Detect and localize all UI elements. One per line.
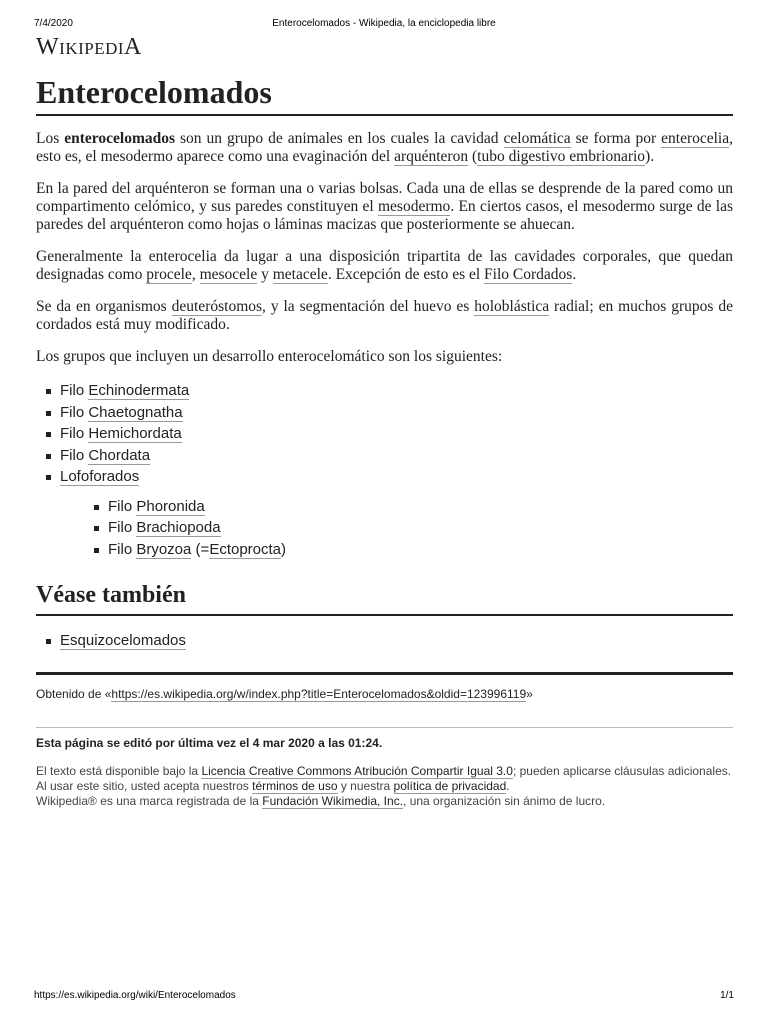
footer-rule [36,727,733,728]
paragraph-3: Generalmente la enterocelia da lugar a una disposición tripartita de las cavidades corporales, que quedan designadas como procele, mesocele y metacele. Excepción de esto es el Filo Cordados. [36,248,733,283]
link-enterocelia[interactable]: enterocelia [661,130,730,147]
link-wikimedia[interactable]: Fundación Wikimedia, Inc. [262,793,404,808]
list-item: Filo Brachiopoda [108,517,733,539]
link-tubo-digestivo[interactable]: tubo digestivo embrionario [477,148,646,165]
link-chordata[interactable]: Chordata [88,446,151,464]
retrieved-from: Obtenido de «https://es.wikipedia.org/w/index.php?title=Enterocelomados&oldid=123996119» [36,686,533,701]
print-url: https://es.wikipedia.org/wiki/Enterocelomados [34,990,236,1001]
link-arquenteron[interactable]: arquénteron [394,148,469,165]
link-hemichordata[interactable]: Hemichordata [88,425,182,442]
paragraph-2: En la pared del arquénteron se forman una o varias bolsas. Cada una de ellas se desprende de la pared como un compartimento celómico, y sus paredes constituyen el mesodermo. En ciertos casos, el mesodermo surge de las paredes del arquénteron como hojas o láminas macizas que posteriormente se ahuecan. [36,180,734,233]
link-esquizocelomados[interactable]: Esquizocelomados [60,632,186,649]
last-edited: Esta página se editó por última vez el 4 mar 2020 a las 01:24. [36,735,383,750]
link-bryozoa[interactable]: Bryozoa [136,540,192,558]
link-metacele[interactable]: metacele [272,266,328,283]
permanent-link[interactable]: https://es.wikipedia.org/w/index.php?title=Enterocelomados&oldid=123996119 [111,686,527,701]
page-count: 1/1 [720,990,734,1001]
link-holoblastica[interactable]: holoblástica [474,298,550,315]
link-phoronida[interactable]: Phoronida [136,497,205,515]
print-title: Enterocelomados - Wikipedia, la enciclopedia libre [272,18,496,29]
link-terms[interactable]: términos de uso [252,778,338,793]
print-header [34,18,734,32]
link-license[interactable]: Licencia Creative Commons Atribución Compartir Igual 3.0 [201,763,513,778]
link-privacy[interactable]: política de privacidad [393,778,507,793]
groups-list [36,380,733,560]
license-text: El texto está disponible bajo la Licencia Creative Commons Atribución Compartir Igual 3.0; pueden aplicarse cláusulas adicionales. Al usar este sitio, usted acepta nuestros términos de uso y nuestra política de privacidad. Wikipedia® es una marca registrada de la Fundación Wikimedia, Inc., una organización sin ánimo de lucro. [36,763,732,808]
see-also-heading: Véase también [36,580,733,616]
link-lofoforados[interactable]: Lofoforados [60,468,140,485]
link-brachiopoda[interactable]: Brachiopoda [136,519,221,536]
subgroups-list [84,496,733,561]
link-deuterostomos[interactable]: deuteróstomos [171,298,263,315]
link-mesocele[interactable]: mesocele [199,266,258,283]
link-chaetognatha[interactable]: Chaetognatha [88,403,183,421]
list-item: Filo Hemichordata [60,423,733,445]
print-date: 7/4/2020 [34,18,73,29]
link-celomatica[interactable]: celomática [503,130,571,147]
link-mesodermo[interactable]: mesodermo [377,198,451,215]
wikipedia-logo[interactable]: WIKIPEDIA [36,34,142,60]
page-title: Enterocelomados [36,72,733,116]
article-content [36,72,733,809]
list-item [60,466,733,560]
list-item: Filo Chaetognatha [60,402,733,424]
paragraph-1: Los enterocelomados son un grupo de animales en los cuales la cavidad celomática se forma por enterocelia, esto es, el mesodermo aparece como una evaginación del arquénteron (tubo digestivo embrionario). [36,130,733,165]
list-item: Filo Bryozoa (=Ectoprocta) [108,539,733,561]
list-item: Filo Phoronida [108,496,733,518]
link-echinodermata[interactable]: Echinodermata [88,382,190,399]
link-procele[interactable]: procele [146,266,192,283]
list-item: Filo Echinodermata [60,380,733,402]
print-footer [34,990,734,1004]
list-item: Filo Chordata [60,445,733,467]
see-also-list [36,630,733,652]
link-filo-cordados[interactable]: Filo Cordados [484,266,573,283]
paragraph-5: Los grupos que incluyen un desarrollo enterocelomático son los siguientes: [36,348,503,365]
footer-divider [36,672,733,675]
paragraph-4: Se da en organismos deuteróstomos, y la segmentación del huevo es holoblástica radial; en muchos grupos de cordados está muy modificado. [36,298,733,333]
link-ectoprocta[interactable]: Ectoprocta [209,540,282,558]
list-item [60,630,733,652]
